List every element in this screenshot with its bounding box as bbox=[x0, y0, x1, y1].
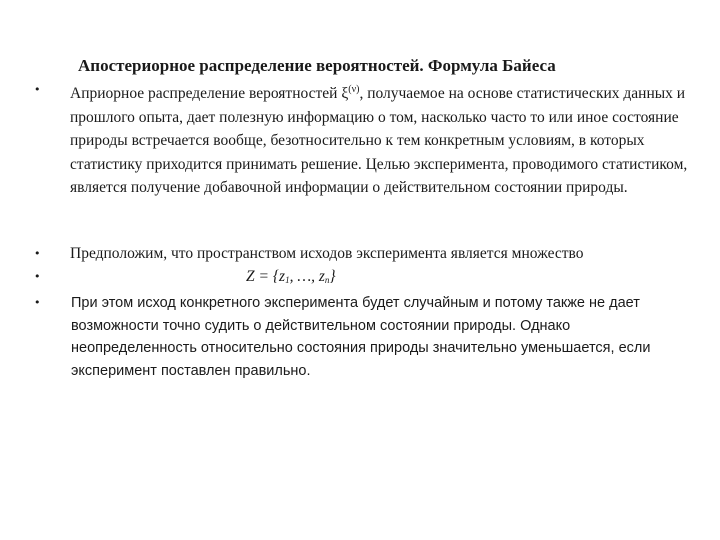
bullet-item-uncertainty bbox=[34, 292, 694, 382]
slide-title: Апостериорное распределение вероятностей. Формула Байеса bbox=[78, 56, 556, 75]
bullet-marker: • bbox=[34, 296, 41, 309]
bullet-item-formula bbox=[34, 265, 694, 292]
xi-symbol: ξ bbox=[341, 85, 349, 102]
bullet-list bbox=[34, 78, 694, 382]
outcome-space-text: Предположим, что пространством исходов эксперимента является множество bbox=[70, 245, 584, 262]
bullet-marker: • bbox=[34, 247, 41, 260]
bullet-marker: • bbox=[34, 83, 41, 96]
bullet-item-prior bbox=[34, 78, 694, 242]
bullet-item-outcome-space bbox=[34, 242, 694, 265]
formula-subscript-n: n bbox=[324, 275, 330, 285]
outcome-set-formula bbox=[246, 265, 336, 293]
bullet-marker: • bbox=[34, 270, 41, 283]
formula-suffix: } bbox=[329, 268, 336, 285]
prior-text-rest: , получаемое на основе статистических данных и прошлого опыта, дает полезную информацию о том, насколько часто то или иное состояние природы встречается вообще, безотносительно к тем конкретным условиям, в которых статистику приходится принимать решение. Целью эксперимента, проводимого статистиком, является получение добавочной информации о действительном состоянии природы. bbox=[70, 85, 688, 196]
formula-mid: , …, z bbox=[289, 268, 325, 285]
xi-superscript: (ν) bbox=[348, 84, 360, 95]
uncertainty-text: При этом исход конкретного эксперимента будет случайным и потому также не дает возможности точно судить о действительном состоянии природы. Однако неопределенность относительно состояния природы значительно уменьшается, если эксперимент поставлен правильно. bbox=[71, 295, 651, 379]
prior-text-start: Априорное распределение вероятностей bbox=[70, 85, 342, 102]
formula-prefix: Z = {z bbox=[246, 268, 286, 285]
formula-subscript-1: 1 bbox=[285, 275, 290, 285]
